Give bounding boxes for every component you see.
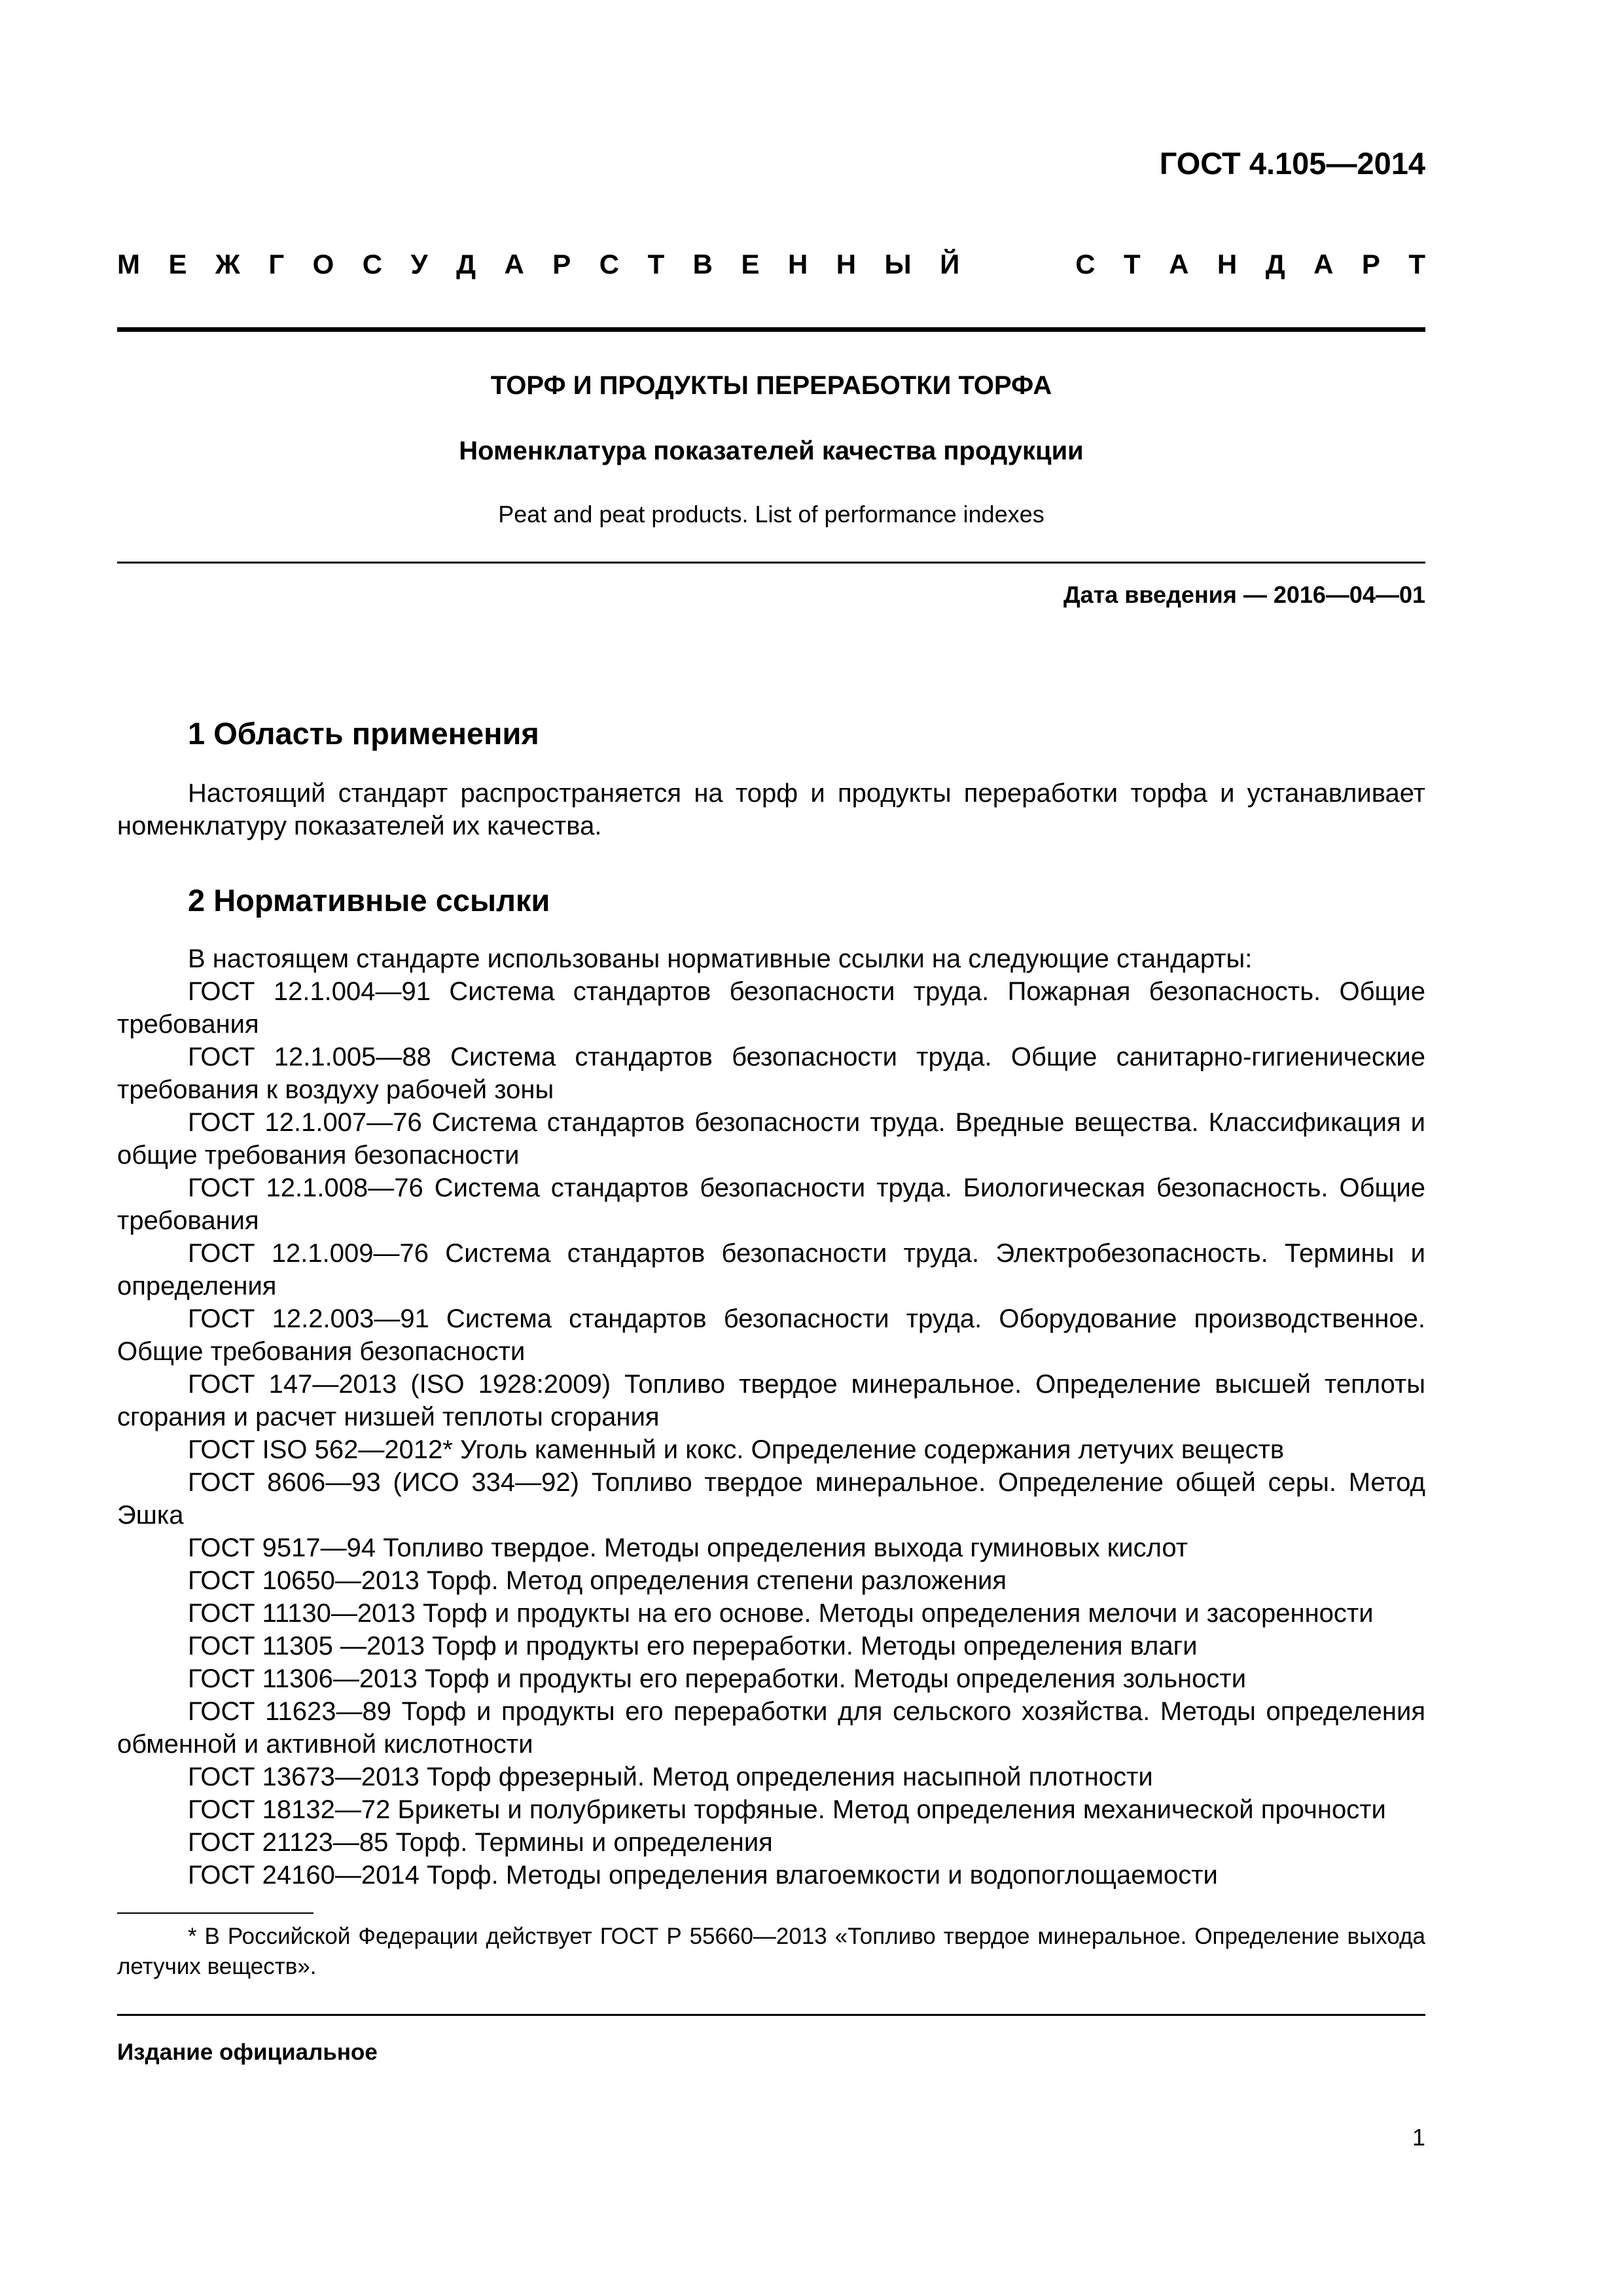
type-letter: Д — [456, 249, 476, 279]
reference-item: ГОСТ 8606—93 (ИСО 334—92) Топливо твердое минеральное. Определение общей серы. Метод Эшка — [117, 1468, 1425, 1530]
type-letter: Н — [787, 249, 808, 279]
type-letter: С — [362, 249, 383, 279]
type-letter: Е — [168, 249, 187, 279]
type-letter: А — [1169, 249, 1189, 279]
type-letter: О — [312, 249, 334, 279]
type-letter: Ы — [884, 249, 912, 279]
reference-item: ГОСТ 18132—72 Брикеты и полубрикеты торфяные. Метод определения механической прочности — [188, 1795, 1386, 1824]
footer-rule — [117, 2014, 1425, 2016]
reference-item: ГОСТ 12.1.007—76 Система стандартов безопасности труда. Вредные вещества. Классификация и общие требования безопасности — [117, 1108, 1425, 1170]
reference-item: ГОСТ 9517—94 Топливо твердое. Методы определения выхода гуминовых кислот — [188, 1534, 1188, 1562]
reference-item: ГОСТ 11306—2013 Торф и продукты его переработки. Методы определения зольности — [188, 1664, 1247, 1693]
section-2-body — [117, 942, 1425, 1892]
standard-code: ГОСТ 4.105—2014 — [1159, 146, 1425, 181]
type-letter: Р — [552, 249, 571, 279]
type-letter: С — [1075, 249, 1096, 279]
introduction-date: Дата введения — 2016—04—01 — [1063, 581, 1425, 608]
reference-item: ГОСТ 10650—2013 Торф. Метод определения степени разложения — [188, 1566, 1007, 1595]
reference-item: ГОСТ ISO 562—2012* Уголь каменный и кокс. Определение содержания летучих веществ — [188, 1435, 1285, 1464]
footnote: * В Российской Федерации действует ГОСТ Р 55660—2013 «Топливо твердое минеральное. Определение выхода летучих веществ». — [117, 1924, 1425, 1979]
page-number: 1 — [1412, 2124, 1425, 2151]
type-letter: Д — [1265, 249, 1285, 279]
type-letter: С — [599, 249, 620, 279]
reference-item: ГОСТ 11130—2013 Торф и продукты на его основе. Методы определения мелочи и засоренности — [188, 1599, 1374, 1628]
type-letter: Н — [1217, 249, 1238, 279]
section-2-heading: 2 Нормативные ссылки — [188, 883, 550, 918]
type-letter: Т — [647, 249, 665, 279]
type-letter: Г — [268, 249, 285, 279]
section-1-body — [117, 777, 1425, 842]
reference-item: ГОСТ 21123—85 Торф. Термины и определения — [188, 1828, 773, 1857]
title-rule — [117, 562, 1425, 564]
reference-item: ГОСТ 12.1.005—88 Система стандартов безопасности труда. Общие санитарно-гигиенические требования к воздуху рабочей зоны — [117, 1043, 1425, 1104]
type-letter: Т — [1124, 249, 1141, 279]
standard-type-line — [117, 249, 1425, 280]
reference-item: ГОСТ 147—2013 (ISO 1928:2009) Топливо твердое минеральное. Определение высшей теплоты сгорания и расчет низшей теплоты сгорания — [117, 1370, 1425, 1431]
section-1-heading: 1 Область применения — [188, 716, 539, 751]
reference-item: ГОСТ 12.1.004—91 Система стандартов безопасности труда. Пожарная безопасность. Общие требования — [117, 977, 1425, 1039]
reference-item: ГОСТ 12.2.003—91 Система стандартов безопасности труда. Оборудование производственное. Общие требования безопасности — [117, 1304, 1425, 1366]
type-letter: Е — [741, 249, 760, 279]
type-letter: Й — [940, 249, 960, 279]
footnote-rule — [117, 1912, 313, 1914]
reference-item: ГОСТ 12.1.009—76 Система стандартов безопасности труда. Электробезопасность. Термины и определения — [117, 1239, 1425, 1300]
reference-item: ГОСТ 11305 —2013 Торф и продукты его переработки. Методы определения влаги — [188, 1632, 1198, 1660]
type-letter: Р — [1361, 249, 1380, 279]
reference-item: ГОСТ 12.1.008—76 Система стандартов безопасности труда. Биологическая безопасность. Общие требования — [117, 1174, 1425, 1235]
document-subtitle: Номенклатура показателей качества продукции — [459, 437, 1084, 465]
type-letter: В — [692, 249, 713, 279]
edition-label: Издание официальное — [117, 2039, 378, 2065]
type-letter: А — [504, 249, 524, 279]
header-rule — [117, 327, 1425, 332]
type-letter: Ж — [215, 249, 240, 279]
word-gap — [988, 249, 1047, 280]
reference-item: ГОСТ 13673—2013 Торф фрезерный. Метод определения насыпной плотности — [188, 1763, 1153, 1791]
reference-item: ГОСТ 24160—2014 Торф. Методы определения влагоемкости и водопоглощаемости — [188, 1861, 1218, 1890]
type-letter: М — [117, 249, 140, 279]
type-letter: А — [1313, 249, 1334, 279]
type-letter: Н — [836, 249, 857, 279]
document-title: ТОРФ И ПРОДУКТЫ ПЕРЕРАБОТКИ ТОРФА — [490, 371, 1052, 400]
reference-item: ГОСТ 11623—89 Торф и продукты его переработки для сельского хозяйства. Методы определения обменной и активной кислотности — [117, 1697, 1425, 1759]
type-letter: У — [410, 249, 428, 279]
paragraph: Настоящий стандарт распространяется на торф и продукты переработки торфа и устанавливает номенклатуру показателей их качества. — [117, 779, 1425, 840]
english-title: Peat and peat products. List of performance indexes — [498, 501, 1044, 528]
paragraph: В настоящем стандарте использованы нормативные ссылки на следующие стандарты: — [188, 944, 1253, 973]
type-letter: Т — [1408, 249, 1425, 279]
